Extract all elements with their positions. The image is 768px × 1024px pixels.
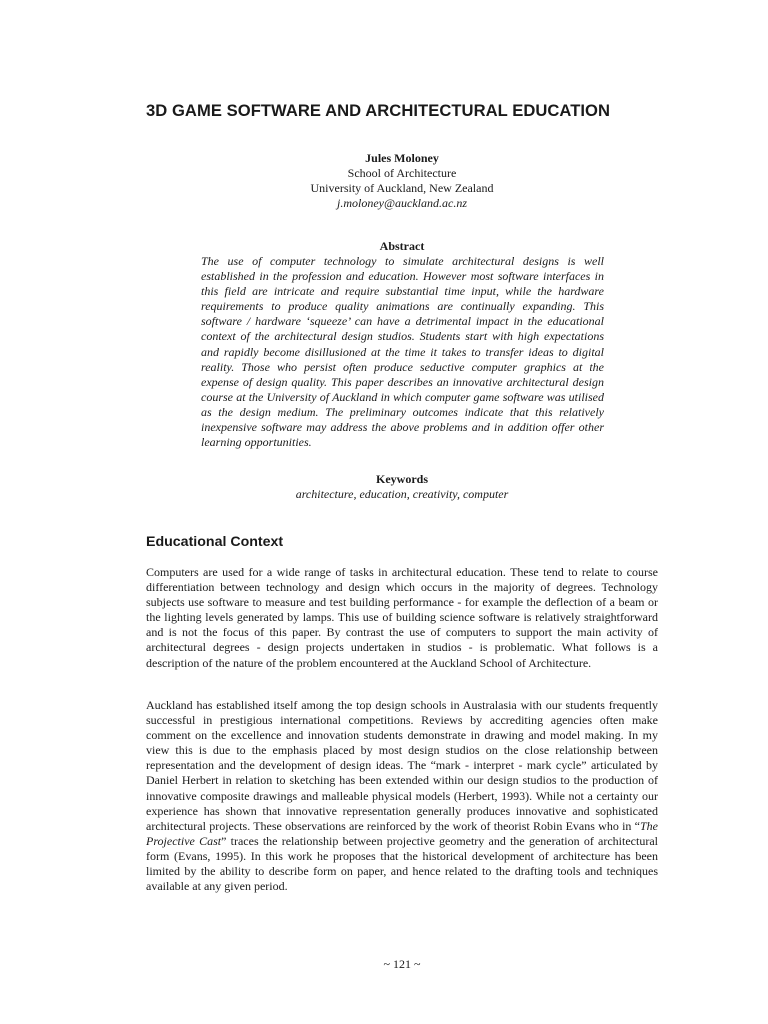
paper-title: 3D GAME SOFTWARE AND ARCHITECTURAL EDUCATION <box>146 101 611 120</box>
body-paragraph-2 <box>146 698 658 894</box>
abstract-text: The use of computer technology to simulate architectural designs is well established in the profession and education. However most software interfaces in this field are intricate and require substantial time input, while the hardware requirements to produce quality animations are continually expanding. This software / hardware ‘squeeze’ can have a detrimental impact in the educational context of the architectural design studios. Students start with high expectations and rapidly become disillusioned at the time it takes to transfer ideas to digital reality. Those who persist often produce seductive computer graphics at the expense of design quality. This paper describes an innovative architectural design course at the University of Auckland in which computer game software was utilised as the design medium. The preliminary outcomes indicate that this relatively inexpensive software may address the above problems and in addition offer other learning opportunities. <box>201 254 604 450</box>
author-institution: University of Auckland, New Zealand <box>310 181 494 195</box>
author-block <box>146 151 658 211</box>
book-title: The Projective Cast <box>146 818 658 848</box>
section-heading: Educational Context <box>146 534 284 550</box>
author-name: Jules Moloney <box>365 151 439 165</box>
author-department: School of Architecture <box>347 166 457 180</box>
paragraph-2-text-after-title: ” traces the relationship between projective geometry and the generation of architectural form (Evans, 1995). In this work he proposes that the historical development of architecture has been limited by the ability to describe form on paper, and hence related to the drafting tools and techniques available at any given period. <box>146 833 658 894</box>
paragraph-2-text-before-title: Auckland has established itself among the top design schools in Australasia with our students frequently successful in prestigious international competitions. Reviews by accrediting agencies often make comment on the excellence and innovation students demonstrate in drawing and model making. In my view this is due to the emphasis placed by most design studios on the close relationship between representation and the development of design ideas. The “mark - interpret - mark cycle” articulated by Daniel Herbert in relation to sketching has been extended within our design studios to the production of innovative composite drawings and malleable physical models (Herbert, 1993). While not a certainty our experience has shown that innovative representation generally produces innovative and sophisticated architectural projects. These observations are reinforced by the work of theorist Robin Evans who in “ <box>146 698 658 833</box>
keywords-heading: Keywords <box>376 472 428 486</box>
body-paragraph-1: Computers are used for a wide range of tasks in architectural education. These tend to relate to course differentiation between technology and design which occurs in the majority of degrees. Technology subjects use software to measure and test building performance - for example the deflection of a beam or the lighting levels generated by lamps. This use of building science software is relatively straightforward and is not the focus of this paper. By contrast the use of computers to support the main activity of architectural degrees - design projects undertaken in studios - is problematic. What follows is a description of the nature of the problem encountered at the Auckland School of Architecture. <box>146 565 658 670</box>
page-number: ~ 121 ~ <box>383 957 421 971</box>
abstract-heading: Abstract <box>379 239 425 253</box>
keywords-text: architecture, education, creativity, computer <box>295 487 509 501</box>
author-email: j.moloney@auckland.ac.nz <box>336 196 467 210</box>
